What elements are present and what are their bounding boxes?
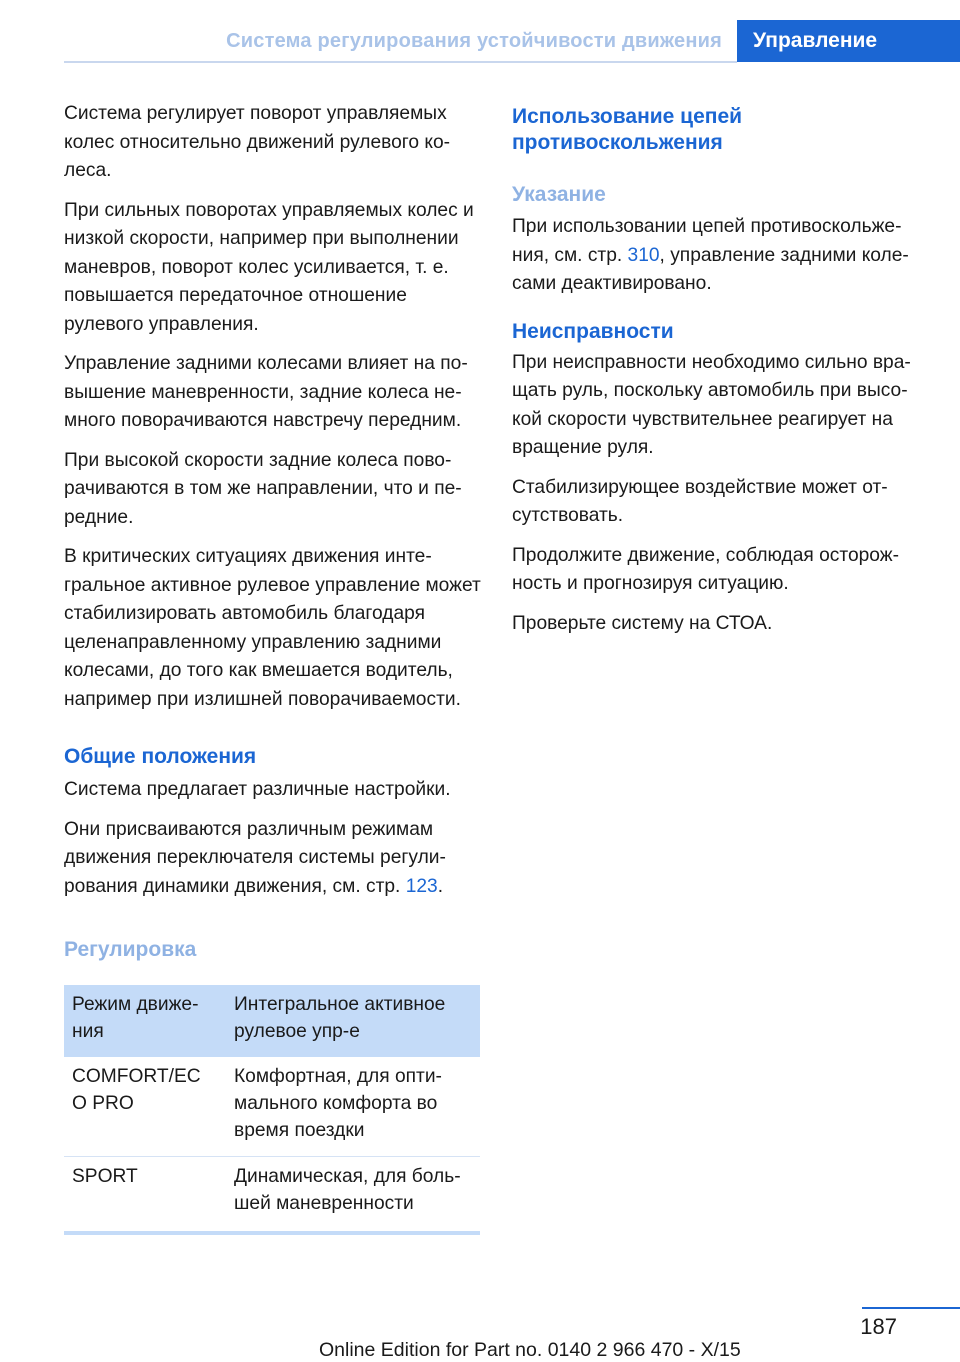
- right-column: [512, 100, 924, 649]
- paragraph: Система регулирует поворот управляемых колес относительно движений рулевого колеса.: [64, 103, 451, 181]
- regulation-heading: Регулировка: [64, 938, 197, 961]
- paragraph: Стабилизирующее воздействие может отсутствовать.: [512, 476, 888, 526]
- note-heading: Указание: [512, 183, 606, 206]
- table-header-cell: Режим движения: [64, 985, 226, 1057]
- paragraph: Система предлагает различные настройки.: [64, 779, 451, 800]
- page-reference-link[interactable]: 123: [405, 875, 438, 897]
- paragraph: Проверьте систему на СТОА.: [512, 612, 773, 634]
- paragraph: При высокой скорости задние колеса поворачиваются в том же направлении, что и передние.: [64, 449, 462, 528]
- paragraph-end: .: [437, 875, 444, 897]
- paragraph: Продолжите движение, соблюдая осторожность и прогнозируя ситуацию.: [512, 544, 899, 594]
- mode-table: [64, 985, 480, 1235]
- page-reference-link[interactable]: 310: [627, 244, 660, 266]
- page-number: 187: [860, 1314, 897, 1339]
- table-row: [64, 1157, 480, 1234]
- table-header-row: [64, 985, 480, 1057]
- edition-footer: Online Edition for Part no. 0140 2 966 470 - X/15: [319, 1339, 741, 1361]
- paragraph: [64, 816, 482, 902]
- chapter-tab[interactable]: [737, 20, 960, 62]
- faults-heading: Неисправности: [512, 319, 674, 343]
- page-number-rule: [862, 1307, 960, 1309]
- table-cell: SPORT: [64, 1157, 226, 1234]
- paragraph: [512, 213, 924, 299]
- paragraph: При неисправности необходимо сильно вращать руль, поскольку автомобиль при высокой скорости чувствительнее реагирует на вращение руля.: [512, 351, 911, 458]
- paragraph-end: , управление задними колесами деактивировано.: [512, 244, 909, 294]
- table-cell: Динамическая, для большей маневренности: [226, 1157, 480, 1234]
- table-cell: Комфортная, для оптимального комфорта во время поездки: [226, 1057, 480, 1157]
- running-header-section-title: Система регулирования устойчивости движения: [226, 30, 722, 52]
- paragraph: Управление задними колесами влияет на повышение маневренности, задние колеса немного поворачиваются навстречу передним.: [64, 353, 468, 431]
- paragraph-text: Они присваиваются различным режимам движения переключателя системы регулирования динамики движения, см. стр.: [64, 818, 446, 897]
- paragraph-text: При использовании цепей противоскольжения, см. стр.: [512, 216, 902, 266]
- table-cell: COMFORT/EC O PRO: [64, 1057, 226, 1157]
- header-rule: [64, 61, 737, 63]
- left-column: [64, 100, 482, 1235]
- table-header-cell: Интегральное активное рулевое упр-е: [226, 985, 480, 1057]
- table-row: [64, 1057, 480, 1157]
- paragraph: В критических ситуациях движения интегральное активное рулевое управление может стабилизировать автомобиль благодаря целенаправленному управлению задними колесами, до того как вмешается водитель, например при излишней поворачиваемости.: [64, 546, 481, 710]
- chains-heading: Использование цепей противоскольжения: [512, 105, 743, 154]
- paragraph: При сильных поворотах управляемых колес и низкой скорости, например при выполнении маневров, поворот колес усиливается, т. е. повышается передаточное отношение рулевого управления.: [64, 199, 474, 335]
- chapter-tab-label: Управление: [753, 29, 878, 52]
- general-heading: Общие положения: [64, 745, 257, 768]
